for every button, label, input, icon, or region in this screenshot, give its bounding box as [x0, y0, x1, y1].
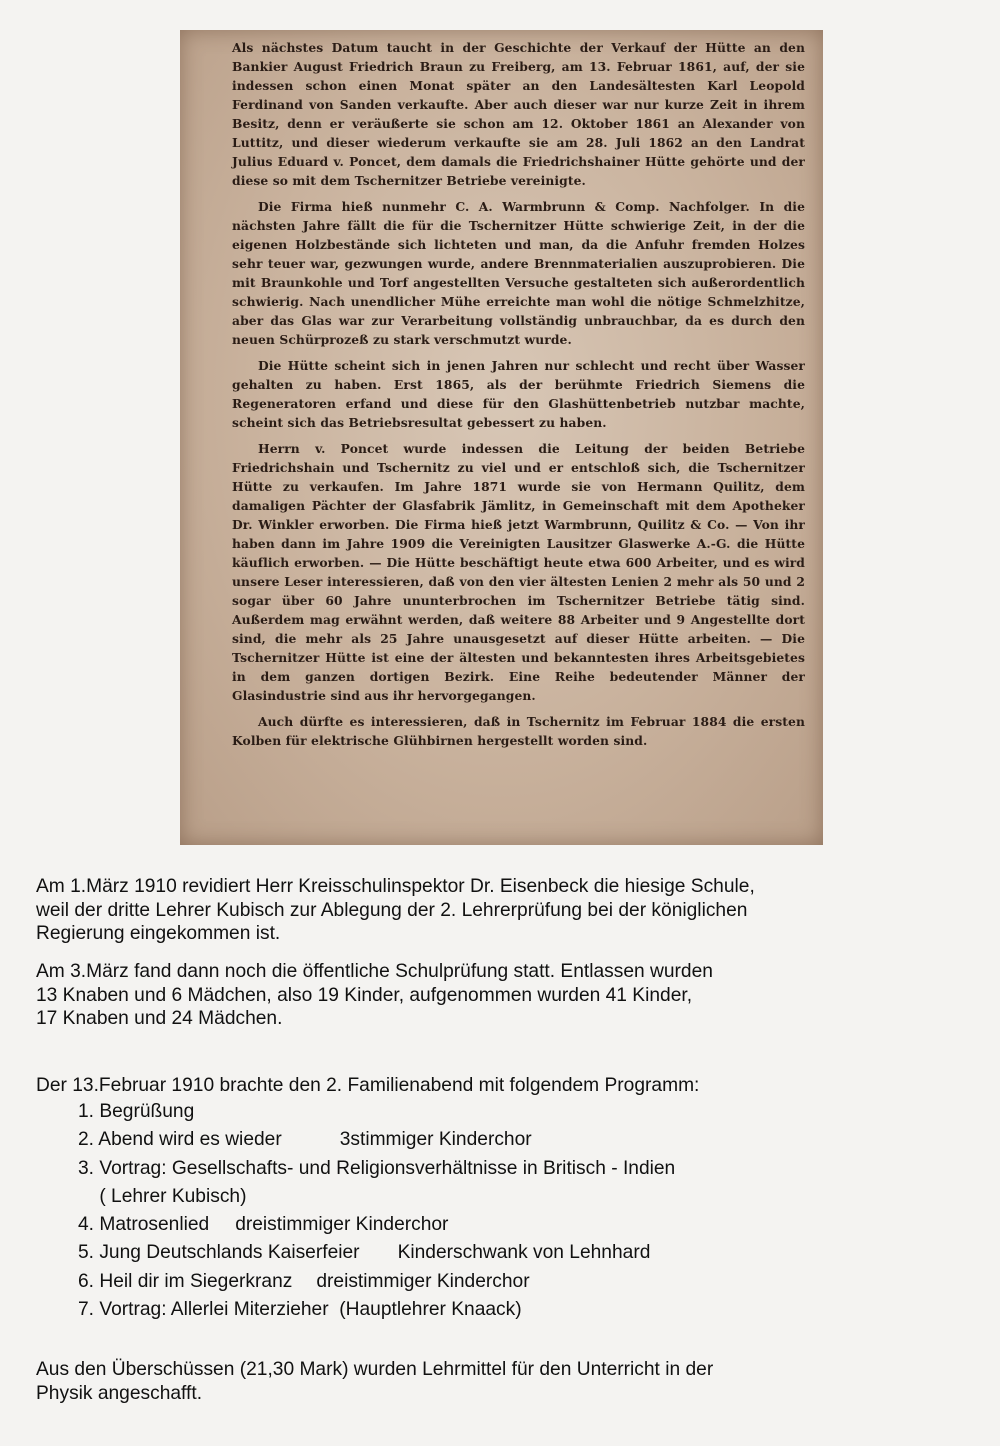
program-item	[78, 1241, 978, 1269]
paragraph-school-exam	[36, 960, 976, 1031]
program-item-title: 6. Heil dir im Siegerkranz	[78, 1270, 293, 1292]
paragraph-surplus	[36, 1358, 976, 1405]
clipping-paragraph-2: Die Firma hieß nunmehr C. A. Warmbrunn & Comp. Nachfolger. In die nächsten Jahre fällt die für die Tschernitzer Hütte schwierige Zeit, in der die eigenen Holzbestände sich lichteten und man, da die Anfuhr fremden Holzes sehr teuer war, gezwungen wurde, andere Brennmaterialien auszuprobieren. Die mit Braunkohle und Torf angestellten Versuche gestalteten sich außerordentlich schwierig. Nach unendlicher Mühe erreichte man wohl die nötige Schmelzhitze, aber das Glas war zur Verarbeitung vollständig unbrauchbar, da es durch den neuen Schürprozeß zu stark verschmutzt wurde.	[232, 199, 805, 347]
text-line: Aus den Überschüssen (21,30 Mark) wurden Lehrmittel für den Unterricht in der	[36, 1359, 714, 1380]
program-item-performer: 3stimmiger Kinderchor	[339, 1129, 532, 1151]
program-item	[78, 1298, 978, 1326]
program-item	[78, 1157, 978, 1185]
clipping-paragraph-3: Die Hütte scheint sich in jenen Jahren nur schlecht und recht über Wasser gehalten zu haben. Erst 1865, als der berühmte Friedrich Siemens die Regeneratoren erfand und diese für den Glashüttenbetrieb nutzbar machte, scheint sich das Betriebsresultat gebessert zu haben.	[232, 358, 805, 430]
program-item-title: 7. Vortrag: Allerlei Miterzieher (Hauptlehrer Knaack)	[78, 1299, 522, 1321]
program-item-title: 4. Matrosenlied	[78, 1214, 210, 1236]
clipping-paragraph-1: Als nächstes Datum taucht in der Geschichte der Verkauf der Hütte an den Bankier August Friedrich Braun zu Freiberg, am 13. Februar 1861, auf, der sie indessen schon einen Monat später an den Landesältesten Karl Leopold Ferdinand von Sanden verkaufte. Aber auch dieser war nur kurze Zeit in ihrem Besitz, denn er veräußerte sie schon am 12. Oktober 1861 an Alexander von Luttitz, und dieser wiederum verkaufte sie am 28. Juli 1862 an den Landrat Julius Eduard v. Poncet, dem damals die Friedrichshainer Hütte gehörte und der diese so mit dem Tschernitzer Betriebe vereinigte.	[232, 40, 805, 188]
program-item	[78, 1270, 978, 1298]
program-item-title: 3. Vortrag: Gesellschafts- und Religionsverhältnisse in Britisch - Indien	[78, 1157, 676, 1179]
newspaper-clipping	[180, 30, 823, 845]
text-line: Der 13.Februar 1910 brachte den 2. Familienabend mit folgendem Programm:	[36, 1075, 700, 1096]
clipping-paragraph-4: Herrn v. Poncet wurde indessen die Leitung der beiden Betriebe Friedrichshain und Tschernitz zu viel und er entschloß sich, die Tschernitzer Hütte zu verkaufen. Im Jahre 1871 wurde sie von Hermann Quilitz, dem damaligen Pächter der Glasfabrik Jämlitz, in Gemeinschaft mit dem Apotheker Dr. Winkler erworben. Die Firma hieß jetzt Warmbrunn, Quilitz & Co. — Von ihr haben dann im Jahre 1909 die Vereinigten Lausitzer Glaswerke A.-G. die Hütte käuflich erworben. — Die Hütte beschäftigt heute etwa 600 Arbeiter, und es wird unsere Leser interessieren, daß von den vier ältesten Lenien 2 mehr als 50 und 2 sogar über 60 Jahre ununterbrochen im Tschernitzer Betriebe tätig sind. Außerdem mag erwähnt werden, daß weitere 88 Arbeiter und 9 Angestellte dort sind, die mehr als 25 Jahre unausgesetzt auf dieser Hütte arbeiten. — Die Tschernitzer Hütte ist eine der ältesten und bekanntesten ihres Arbeitsgebietes in dem ganzen dortigen Bezirk. Eine Reihe bedeutender Männer der Glasindustrie sind aus ihr hervorgegangen.	[232, 441, 805, 703]
program-item	[78, 1213, 978, 1241]
text-line: weil der dritte Lehrer Kubisch zur Ablegung der 2. Lehrerprüfung bei der königlichen	[36, 899, 748, 921]
text-line: Am 1.März 1910 revidiert Herr Kreisschulinspektor Dr. Eisenbeck die hiesige Schule,	[36, 876, 755, 897]
program-item-performer: Kinderschwank von Lehnhard	[397, 1242, 651, 1264]
program-item	[78, 1100, 978, 1128]
paragraph-inspection	[36, 875, 976, 946]
program-item-title: 5. Jung Deutschlands Kaiserfeier	[78, 1242, 360, 1264]
text-line: Am 3.März fand dann noch die öffentliche Schulprüfung statt. Entlassen wurden	[36, 961, 713, 982]
text-line: Regierung eingekommen ist.	[36, 923, 281, 945]
program-item-performer: dreistimmiger Kinderchor	[316, 1270, 530, 1292]
program-intro	[36, 1074, 976, 1098]
program-item	[78, 1185, 978, 1213]
text-line: Physik angeschafft.	[36, 1382, 203, 1404]
program-item-title: 1. Begrüßung	[78, 1101, 195, 1122]
program-list	[78, 1100, 978, 1326]
program-item-title: ( Lehrer Kubisch)	[78, 1185, 247, 1207]
clipping-paragraph-5: Auch dürfte es interessieren, daß in Tschernitz im Februar 1884 die ersten Kolben für elektrische Glühbirnen hergestellt worden sind.	[232, 714, 805, 748]
program-item-title: 2. Abend wird es wieder	[78, 1129, 282, 1151]
program-item-performer: dreistimmiger Kinderchor	[235, 1214, 449, 1236]
program-item	[78, 1128, 978, 1156]
text-line: 17 Knaben und 24 Mädchen.	[36, 1008, 283, 1030]
text-line: 13 Knaben und 6 Mädchen, also 19 Kinder, aufgenommen wurden 41 Kinder,	[36, 984, 693, 1006]
